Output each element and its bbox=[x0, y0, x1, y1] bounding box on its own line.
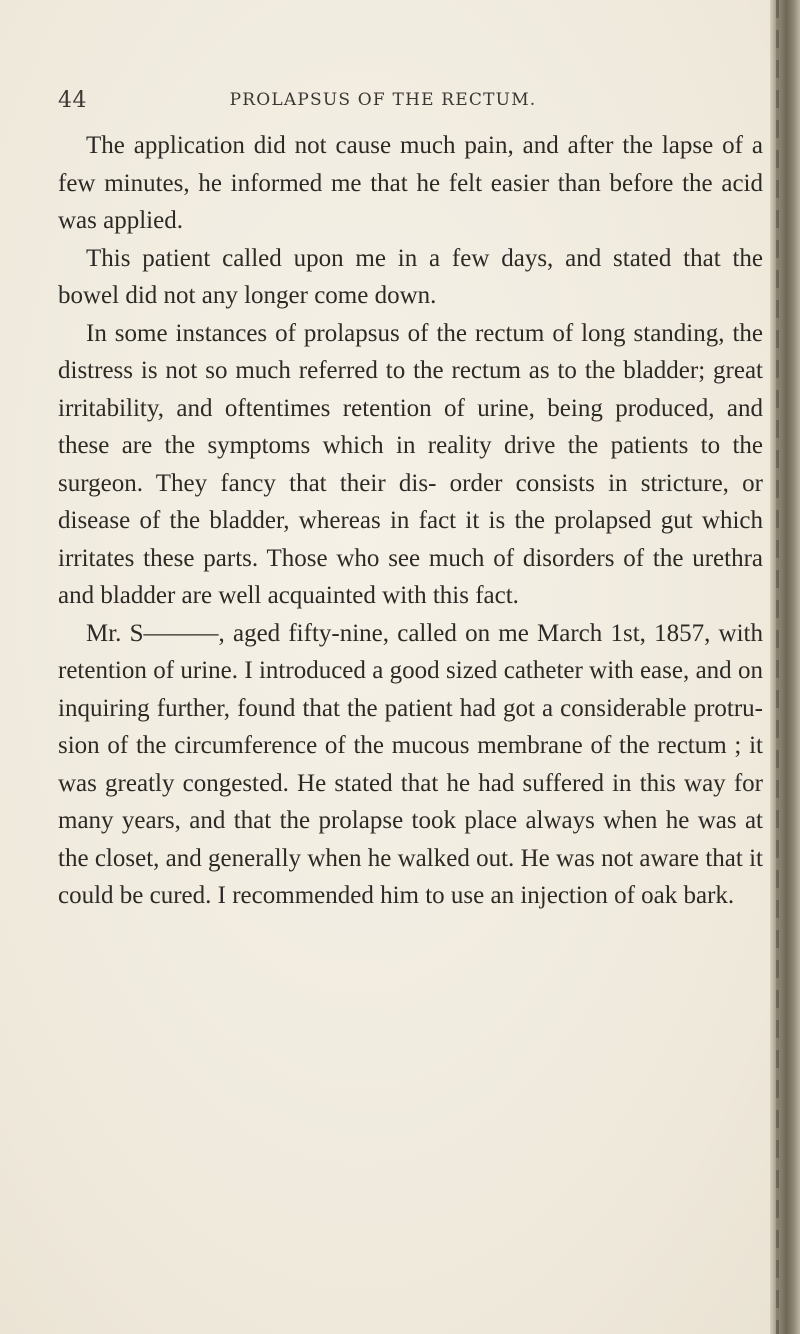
page-number: 44 bbox=[58, 88, 87, 113]
running-head: PROLAPSUS OF THE RECTUM. bbox=[229, 90, 537, 110]
body-text bbox=[58, 127, 763, 915]
page-header bbox=[58, 88, 768, 124]
paragraph-3: In some instances of prolapsus of the rectum of long standing, the distress is not so much referred to the rectum as to the bladder; great irritability, and oftentimes retention of urine, being produced, and these are the symptoms which in reality drive the patients to the surgeon. They fancy that their dis- order consists in stricture, or disease of the bladder, whereas in fact it is the prolapsed gut which irritates these parts. Those who see much of disorders of the urethra and bladder are well acquainted with this fact. bbox=[58, 319, 763, 609]
page-binding-edge bbox=[770, 0, 800, 1334]
paragraph-2: This patient called upon me in a few days, and stated that the bowel did not any longer come down. bbox=[58, 244, 763, 309]
paragraph-1: The application did not cause much pain, and after the lapse of a few minutes, he informed me that he felt easier than before the acid was applied. bbox=[58, 132, 763, 234]
paragraph-4: Mr. S———, aged fifty-nine, called on me March 1st, 1857, with retention of urine. I introduced a good sized catheter with ease, and on inquiring further, found that the patient had got a considerable protru- sion of the circumference of the mucous membrane of the rectum ; it was greatly congested. He stated that he had suffered in this way for many years, and that the prolapse took place always when he was at the closet, and generally when he walked out. He was not aware that it could be cured. I recommended him to use an injection of oak bark. bbox=[58, 619, 763, 909]
